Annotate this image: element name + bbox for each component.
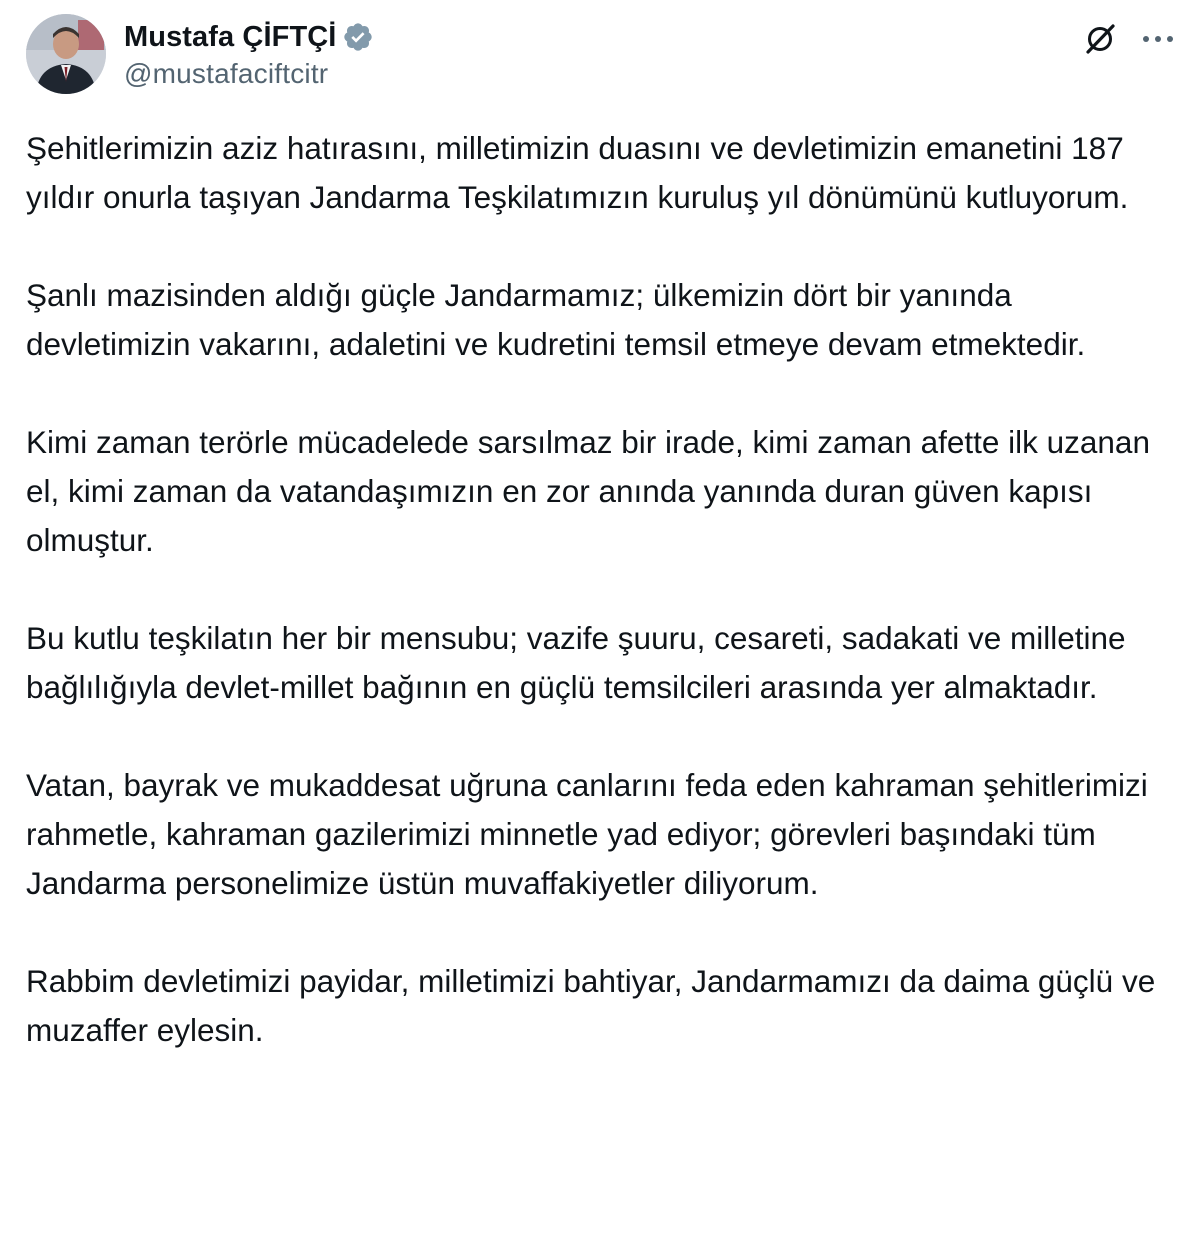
tweet-paragraph-4: Bu kutlu teşkilatın her bir mensubu; vazife şuuru, cesareti, sadakati ve milletine bağlılığıyla devlet-millet bağının en güçlü temsilcileri arasında yer almaktadır. — [26, 620, 1126, 705]
avatar[interactable] — [26, 14, 106, 94]
handle[interactable]: @mustafaciftcitr — [124, 58, 329, 89]
verified-badge-icon[interactable] — [342, 21, 374, 53]
display-name-row — [124, 18, 374, 56]
tweet-header — [26, 14, 1176, 96]
tweet-paragraph-6: Rabbim devletimizi payidar, milletimizi bahtiyar, Jandarmamızı da daima güçlü ve muzaffer eylesin. — [26, 963, 1156, 1048]
tweet-paragraph-2: Şanlı mazisinden aldığı güçle Jandarmamız; ülkemizin dört bir yanında devletimizin vakarını, adaletini ve kudretini temsil etmeye devam etmektedir. — [26, 277, 1086, 362]
tweet-paragraph-5: Vatan, bayrak ve mukaddesat uğruna canlarını feda eden kahraman şehitlerimizi rahmetle, kahraman gazilerimizi minnetle yad ediyor; görevleri başındaki tüm Jandarma personelimize üstün muvaffakiyetler diliyorum. — [26, 767, 1148, 901]
avatar-image — [26, 14, 106, 94]
display-name[interactable]: Mustafa ÇİFTÇİ — [124, 20, 337, 53]
author-names — [124, 18, 374, 90]
tweet-paragraph-1: Şehitlerimizin aziz hatırasını, milletimizin duasını ve devletimizin emanetini 187 yıldır onurla taşıyan Jandarma Teşkilatımızın kuruluş yıl dönümünü kutluyorum. — [26, 130, 1129, 215]
tweet-text — [26, 124, 1176, 1055]
more-options-icon[interactable] — [1138, 24, 1178, 54]
grok-icon[interactable] — [1083, 22, 1117, 56]
tweet-paragraph-3: Kimi zaman terörle mücadelede sarsılmaz bir irade, kimi zaman afette ilk uzanan el, kimi zaman da vatandaşımızın en zor anında yanında duran güven kapısı olmuştur. — [26, 424, 1150, 558]
